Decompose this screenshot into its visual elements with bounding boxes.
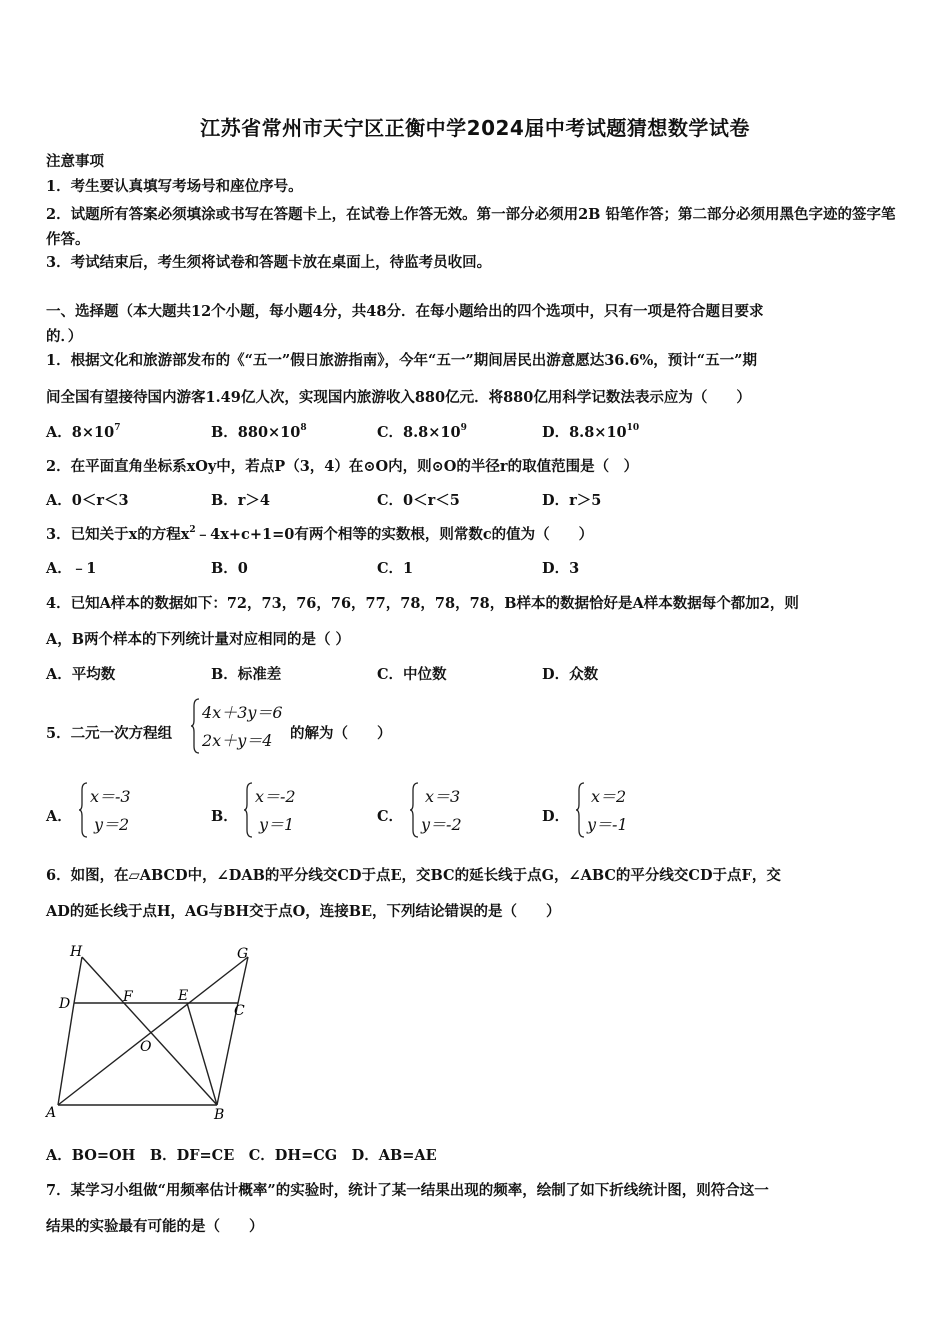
segment-dh: [74, 957, 82, 1003]
q3-exponent: 2: [189, 525, 196, 535]
option-eq1: x＝-3: [90, 787, 131, 806]
q6-line2: AD的延长线于点H，AG与BH交于点O，连接BE，下列结论错误的是（ ）: [46, 903, 561, 920]
q5-prefix: 5．二元一次方程组: [46, 725, 173, 742]
option-exponent: 7: [114, 423, 121, 433]
option-label: B．: [211, 424, 238, 441]
option-exponent: 8: [300, 423, 307, 433]
q5-suffix: 的解为（ ）: [290, 725, 392, 742]
label-o: O: [140, 1039, 152, 1055]
option-base: 8×10: [71, 424, 115, 441]
option-base: 8.8×10: [403, 424, 461, 441]
option-exponent: 9: [460, 423, 467, 433]
q3-option-b[interactable]: B．0: [211, 560, 248, 577]
q3-text-a: 3．已知关于x的方程x: [46, 526, 190, 543]
q5-option-c-system[interactable]: [409, 782, 489, 838]
q3-option-c[interactable]: C．1: [377, 560, 414, 577]
left-brace-icon: [575, 782, 585, 838]
option-base: 880×10: [237, 424, 301, 441]
q3-option-a[interactable]: A．﹣1: [46, 560, 97, 577]
q5-eq2: 2x＋y＝4: [202, 731, 273, 750]
notice-heading: 注意事项: [46, 153, 104, 170]
q5-option-d-label[interactable]: D．: [542, 808, 570, 825]
notice-item-3: 3．考试结束后，考生须将试卷和答题卡放在桌面上，待监考员收回。: [46, 254, 492, 271]
parallelogram-figure: [44, 940, 264, 1125]
q5-equation-system: [190, 698, 290, 754]
q7-line1: 7．某学习小组做“用频率估计概率”的实验时，统计了某一结果出现的频率，绘制了如下折线统计图，则符合这一: [46, 1182, 769, 1199]
q2-option-c[interactable]: C．0＜r＜5: [377, 492, 460, 509]
label-g: G: [237, 946, 249, 962]
option-exponent: 10: [626, 423, 640, 433]
q5-option-a-label[interactable]: A．: [46, 808, 72, 825]
left-brace-icon: [409, 782, 419, 838]
label-a: A: [46, 1105, 57, 1121]
option-eq1: x＝2: [591, 787, 627, 806]
q4-option-d[interactable]: D．众数: [542, 666, 599, 683]
option-eq2: y＝1: [259, 815, 295, 834]
option-eq1: x＝-2: [255, 787, 296, 806]
q4-option-b[interactable]: B．标准差: [211, 666, 282, 683]
q6-line1: 6．如图，在▱ABCD中，∠DAB的平分线交CD于点E，交BC的延长线于点G，∠ABC的平分线交CD于点F，交: [46, 867, 781, 884]
segment-ad: [58, 1003, 74, 1105]
option-label: C．: [377, 424, 404, 441]
q1-line2: 间全国有望接待国内游客1.49亿人次，实现国内旅游收入880亿元．将880亿用科学记数法表示应为（ ）: [46, 389, 751, 406]
q7-line2: 结果的实验最有可能的是（ ）: [46, 1218, 264, 1235]
notice-item-2: 2．试题所有答案必须填涂或书写在答题卡上，在试卷上作答无效。第一部分必须用2B 铅笔作答；第二部分必须用黑色字迹的签字笔作答。: [46, 206, 896, 248]
notice-item-1: 1．考生要认真填写考场号和座位序号。: [46, 178, 303, 195]
option-eq2: y＝-2: [421, 815, 462, 834]
page-title: 江苏省常州市天宁区正衡中学2024届中考试题猜想数学试卷: [200, 116, 750, 140]
q3-line1: [46, 525, 908, 545]
q5-option-a-system[interactable]: [78, 782, 158, 838]
label-f: F: [123, 989, 133, 1005]
q5-option-b-label[interactable]: B．: [211, 808, 238, 825]
left-brace-icon: [190, 698, 200, 754]
option-base: 8.8×10: [569, 424, 627, 441]
left-brace-icon: [243, 782, 253, 838]
label-b: B: [214, 1107, 225, 1123]
option-eq1: x＝3: [425, 787, 461, 806]
q2-line1: 2．在平面直角坐标系xOy中，若点P（3，4）在⊙O内，则⊙O的半径r的取值范围是（ ）: [46, 458, 639, 475]
q1-option-b[interactable]: [211, 423, 307, 443]
q1-option-c[interactable]: [377, 423, 467, 443]
option-eq2: y＝2: [94, 815, 130, 834]
label-d: D: [59, 996, 71, 1012]
q4-line1: 4．已知A样本的数据如下：72，73，76，76，77，78，78，78，B样本的数据恰好是A样本数据每个都加2，则: [46, 595, 799, 612]
left-brace-icon: [78, 782, 88, 838]
option-eq2: y＝-1: [587, 815, 628, 834]
q6-options[interactable]: A．BO=OH B．DF=CE C．DH=CG D．AB=AE: [46, 1147, 437, 1164]
q3-text-b: ﹣4x+c+1=0有两个相等的实数根，则常数c的值为（ ）: [195, 526, 594, 543]
q4-option-a[interactable]: A．平均数: [46, 666, 116, 683]
q4-line2: A，B两个样本的下列统计量对应相同的是（ ）: [46, 631, 351, 648]
q1-line1: 1．根据文化和旅游部发布的《“五一”假日旅游指南》，今年“五一”期间居民出游意愿达36.6%，预计“五一”期: [46, 352, 757, 369]
section-heading-line1: 一、选择题（本大题共12个小题，每小题4分，共48分．在每小题给出的四个选项中，只有一项是符合题目要求: [46, 303, 764, 320]
segment-ag: [58, 957, 248, 1105]
q5-option-c-label[interactable]: C．: [377, 808, 404, 825]
q5-eq1: 4x＋3y＝6: [202, 703, 283, 722]
q2-option-a[interactable]: A．0＜r＜3: [46, 492, 129, 509]
label-e: E: [178, 988, 189, 1004]
label-h: H: [70, 944, 83, 960]
q2-option-b[interactable]: B．r＞4: [211, 492, 270, 509]
q1-option-a[interactable]: [46, 423, 120, 443]
q4-option-c[interactable]: C．中位数: [377, 666, 447, 683]
q5-option-b-system[interactable]: [243, 782, 323, 838]
q1-option-d[interactable]: [542, 423, 639, 443]
segment-be: [187, 1003, 217, 1105]
q3-option-d[interactable]: D．3: [542, 560, 580, 577]
segment-bh: [82, 957, 217, 1105]
q5-option-d-system[interactable]: [575, 782, 655, 838]
section-heading-line2: 的．）: [46, 328, 83, 345]
option-label: A．: [46, 424, 72, 441]
label-c: C: [234, 1003, 245, 1019]
q2-option-d[interactable]: D．r＞5: [542, 492, 602, 509]
option-label: D．: [542, 424, 570, 441]
